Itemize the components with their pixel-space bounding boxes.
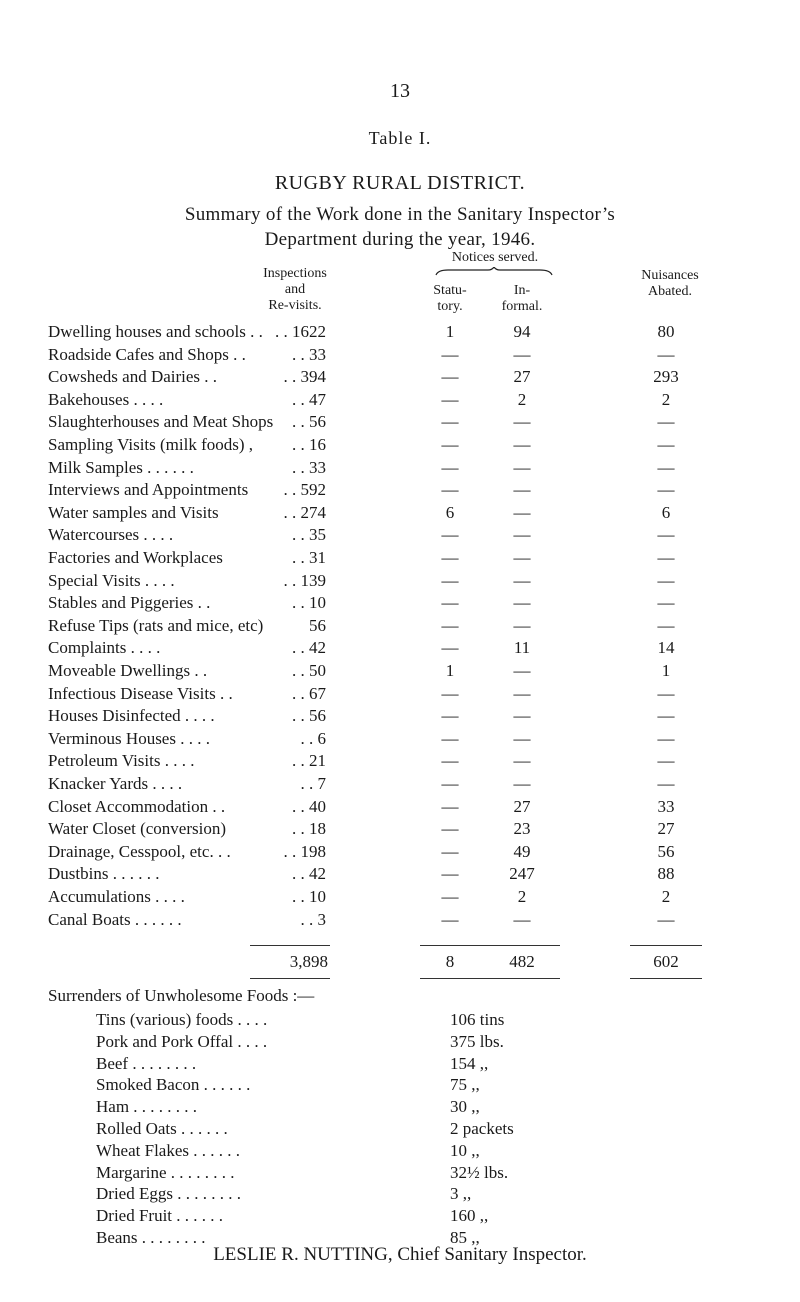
food-row — [0, 1141, 800, 1163]
row-statutory: — — [441, 638, 459, 658]
food-quantity: 154 ,, — [450, 1053, 489, 1073]
row-label: Water Closet (conversion) — [48, 819, 227, 839]
food-quantity: 10 ,, — [450, 1140, 480, 1160]
row-statutory: — — [441, 864, 459, 884]
table-row — [0, 593, 800, 615]
table-row — [0, 819, 800, 841]
header-inspections — [250, 266, 340, 314]
row-informal: — — [513, 525, 531, 545]
row-nuisances: 88 — [657, 864, 675, 884]
row-statutory: — — [441, 344, 459, 364]
row-label: Houses Disinfected . . . . — [48, 706, 215, 726]
food-label: Beef . . . . . . . . — [96, 1053, 197, 1073]
food-label: Dried Fruit . . . . . . — [96, 1206, 224, 1226]
row-label: Petroleum Visits . . . . — [48, 751, 195, 771]
food-row — [0, 1054, 800, 1076]
row-nuisances: — — [657, 412, 675, 432]
total-inspections: 3,898 — [289, 952, 328, 971]
row-nuisances: 80 — [657, 322, 675, 341]
header-statutory — [424, 283, 476, 315]
food-label: Tins (various) foods . . . . — [96, 1010, 268, 1029]
totals-underline-notices — [420, 978, 560, 979]
food-quantity: 160 ,, — [450, 1206, 489, 1226]
row-nuisances: 6 — [661, 502, 671, 522]
table-row — [0, 797, 800, 819]
table-caption: Table I. — [368, 128, 432, 148]
row-label: Watercourses . . . . — [48, 525, 174, 545]
row-inspections: . . 394 — [283, 367, 326, 387]
row-inspections: . . 7 — [300, 774, 326, 793]
header-informal — [490, 283, 554, 315]
food-row — [0, 1119, 800, 1141]
row-label: Interviews and Appointments — [48, 480, 249, 500]
row-nuisances: — — [657, 548, 675, 567]
table-row — [0, 706, 800, 728]
row-statutory: — — [441, 389, 459, 409]
food-row — [0, 1097, 800, 1119]
row-statutory: — — [441, 819, 459, 839]
row-label: Roadside Cafes and Shops . . — [48, 344, 246, 364]
row-informal: — — [513, 706, 531, 726]
row-statutory: — — [441, 412, 459, 432]
row-nuisances: — — [657, 570, 675, 590]
row-statutory: — — [441, 435, 459, 454]
food-quantity: 85 ,, — [450, 1228, 480, 1247]
table-row — [0, 345, 800, 367]
row-nuisances: — — [657, 457, 675, 477]
food-row — [0, 1206, 800, 1228]
row-label: Canal Boats . . . . . . — [48, 909, 182, 929]
row-inspections: . . 3 — [300, 909, 326, 929]
table-row — [0, 458, 800, 480]
row-informal: 23 — [513, 819, 531, 839]
table-row — [0, 367, 800, 389]
table-row — [0, 616, 800, 638]
row-statutory: — — [441, 909, 459, 929]
row-nuisances: 2 — [661, 389, 671, 409]
row-inspections: . . 31 — [292, 548, 326, 567]
row-nuisances: — — [657, 480, 675, 500]
row-nuisances: — — [657, 344, 675, 364]
table-row — [0, 390, 800, 412]
row-informal: — — [513, 344, 531, 364]
row-inspections: . . 56 — [292, 706, 326, 726]
table-row — [0, 548, 800, 570]
row-label: Infectious Disease Visits . . — [48, 683, 233, 703]
row-statutory: — — [441, 570, 459, 590]
header-inspections-line-3: Re-visits. — [268, 298, 322, 313]
row-informal: 49 — [513, 841, 531, 861]
row-nuisances: — — [657, 706, 675, 726]
row-label: Slaughterhouses and Meat Shops — [48, 412, 274, 432]
row-informal: — — [513, 570, 531, 590]
food-label: Margarine . . . . . . . . — [96, 1162, 235, 1182]
row-nuisances: 27 — [657, 819, 675, 839]
row-informal: 11 — [513, 638, 531, 658]
row-label: Sampling Visits (milk foods) , — [48, 435, 254, 454]
row-label: Water samples and Visits — [48, 502, 219, 522]
row-informal: 2 — [517, 887, 527, 906]
signature: LESLIE R. NUTTING, Chief Sanitary Inspector. — [213, 1244, 587, 1265]
row-inspections: . . 198 — [283, 841, 326, 861]
row-label: Dwelling houses and schools . . — [48, 322, 263, 341]
header-nuisances-line-1: Nuisances — [641, 268, 699, 283]
table-row — [0, 842, 800, 864]
row-inspections: . . 16 — [292, 435, 326, 454]
row-nuisances: 56 — [657, 841, 675, 861]
table-row — [0, 503, 800, 525]
table-row — [0, 322, 800, 344]
table-row — [0, 774, 800, 796]
row-nuisances: 1 — [661, 661, 671, 680]
row-informal: — — [513, 683, 531, 703]
row-informal: — — [513, 457, 531, 477]
food-row — [0, 1163, 800, 1185]
row-inspections: . . 33 — [292, 344, 326, 364]
total-statutory: 8 — [445, 952, 455, 971]
row-nuisances: 33 — [657, 796, 675, 816]
row-inspections: . . 10 — [292, 593, 326, 613]
row-nuisances: — — [657, 615, 675, 635]
food-row — [0, 1010, 800, 1032]
row-statutory: — — [441, 887, 459, 906]
header-inspections-line-1: Inspections — [263, 266, 327, 281]
district-title: RUGBY RURAL DISTRICT. — [274, 172, 526, 194]
row-inspections: . . 21 — [292, 751, 326, 771]
row-informal: — — [513, 909, 531, 929]
table-row — [0, 887, 800, 909]
food-quantity: 375 lbs. — [450, 1031, 504, 1051]
row-inspections: 56 — [309, 615, 326, 635]
food-label: Pork and Pork Offal . . . . — [96, 1031, 268, 1051]
food-quantity: 2 packets — [450, 1119, 514, 1138]
row-statutory: — — [441, 457, 459, 477]
row-informal: — — [513, 412, 531, 432]
header-nuisances-line-2: Abated. — [648, 284, 692, 299]
table-row — [0, 751, 800, 773]
header-nuisances — [630, 268, 710, 300]
row-inspections: . . 274 — [283, 502, 326, 522]
summary-title-line-1: Summary of the Work done in the Sanitary Inspector’s — [184, 204, 616, 225]
row-nuisances: — — [657, 435, 675, 454]
header-informal-line-1: In- — [513, 283, 531, 298]
totals-underline-nuisances — [630, 978, 702, 979]
row-label: Knacker Yards . . . . — [48, 774, 183, 793]
row-statutory: — — [441, 593, 459, 613]
food-quantity: 106 tins — [450, 1010, 505, 1029]
row-statutory: — — [441, 774, 459, 793]
row-statutory: — — [441, 728, 459, 748]
summary-title-line-2: Department during the year, 1946. — [264, 229, 536, 250]
row-statutory: — — [441, 751, 459, 771]
row-label: Refuse Tips (rats and mice, etc) — [48, 615, 264, 635]
row-statutory: 6 — [445, 502, 455, 522]
row-inspections: . . 50 — [292, 661, 326, 680]
row-inspections: . . 592 — [283, 480, 326, 500]
totals-rule-notices — [420, 945, 560, 946]
row-nuisances: — — [657, 751, 675, 771]
row-label: Verminous Houses . . . . — [48, 728, 210, 748]
page-number: 13 — [390, 80, 410, 102]
row-informal: 27 — [513, 796, 531, 816]
row-inspections: . . 35 — [292, 525, 326, 545]
row-informal: — — [513, 615, 531, 635]
row-label: Cowsheds and Dairies . . — [48, 367, 218, 387]
row-label: Accumulations . . . . — [48, 887, 185, 906]
row-statutory: — — [441, 480, 459, 500]
row-nuisances: — — [657, 593, 675, 613]
table-row — [0, 910, 800, 932]
row-nuisances: 14 — [657, 638, 675, 658]
row-statutory: — — [441, 367, 459, 387]
food-label: Smoked Bacon . . . . . . — [96, 1075, 251, 1095]
totals-rule-inspections — [250, 945, 330, 946]
food-row — [0, 1032, 800, 1054]
row-informal: 27 — [513, 367, 531, 387]
table-row — [0, 638, 800, 660]
food-row — [0, 1075, 800, 1097]
row-statutory: — — [441, 615, 459, 635]
table-row — [0, 525, 800, 547]
header-notices-served: Notices served. — [451, 250, 539, 265]
row-label: Closet Accommodation . . — [48, 796, 226, 816]
row-informal: — — [513, 480, 531, 500]
row-inspections: . . 1622 — [275, 322, 326, 341]
row-informal: — — [513, 728, 531, 748]
row-label: Drainage, Cesspool, etc. . . — [48, 841, 231, 861]
row-informal: — — [513, 661, 531, 680]
row-nuisances: — — [657, 728, 675, 748]
row-nuisances: 2 — [661, 887, 671, 906]
row-inspections: . . 42 — [292, 864, 326, 884]
row-informal: — — [513, 502, 531, 522]
row-informal: — — [513, 435, 531, 454]
totals-rule-nuisances — [630, 945, 702, 946]
table-row — [0, 864, 800, 886]
row-statutory: — — [441, 706, 459, 726]
surrenders-heading: Surrenders of Unwholesome Foods :— — [48, 986, 315, 1005]
row-statutory: — — [441, 525, 459, 545]
row-label: Bakehouses . . . . — [48, 389, 164, 409]
row-inspections: . . 18 — [292, 819, 326, 839]
row-inspections: . . 6 — [300, 728, 326, 748]
totals-underline-inspections — [250, 978, 330, 979]
food-quantity: 30 ,, — [450, 1097, 480, 1117]
row-inspections: . . 33 — [292, 457, 326, 477]
table-row — [0, 684, 800, 706]
food-quantity: 75 ,, — [450, 1075, 480, 1095]
row-label: Complaints . . . . — [48, 638, 161, 658]
row-informal: — — [513, 774, 531, 793]
row-nuisances: — — [657, 774, 675, 793]
row-informal: — — [513, 751, 531, 771]
row-inspections: . . 42 — [292, 638, 326, 658]
header-statutory-line-2: tory. — [437, 299, 463, 314]
row-inspections: . . 47 — [292, 389, 326, 409]
table-row — [0, 571, 800, 593]
row-informal: 247 — [509, 864, 535, 884]
food-label: Ham . . . . . . . . — [96, 1097, 198, 1117]
header-informal-line-2: formal. — [501, 299, 543, 314]
food-row — [0, 1184, 800, 1206]
row-inspections: . . 40 — [292, 796, 326, 816]
row-statutory: 1 — [445, 322, 455, 341]
row-statutory: — — [441, 683, 459, 703]
row-nuisances: — — [657, 525, 675, 545]
header-statutory-line-1: Statu- — [433, 283, 467, 298]
row-informal: 94 — [513, 322, 531, 341]
row-statutory: — — [441, 796, 459, 816]
food-label: Wheat Flakes . . . . . . — [96, 1140, 240, 1160]
row-label: Factories and Workplaces — [48, 548, 223, 567]
row-label: Stables and Piggeries . . — [48, 593, 211, 613]
table-row — [0, 435, 800, 457]
row-statutory: 1 — [445, 661, 455, 680]
food-quantity: 32½ lbs. — [450, 1162, 509, 1182]
notices-brace — [434, 267, 554, 277]
row-nuisances: — — [657, 909, 675, 929]
row-label: Dustbins . . . . . . — [48, 864, 160, 884]
row-informal: — — [513, 593, 531, 613]
row-informal: 2 — [517, 389, 527, 409]
row-label: Moveable Dwellings . . — [48, 661, 208, 680]
row-inspections: . . 56 — [292, 412, 326, 432]
table-row — [0, 661, 800, 683]
row-label: Special Visits . . . . — [48, 570, 175, 590]
row-informal: — — [513, 548, 531, 567]
food-label: Dried Eggs . . . . . . . . — [96, 1184, 241, 1204]
row-inspections: . . 10 — [292, 887, 326, 906]
header-inspections-line-2: and — [284, 282, 306, 297]
row-inspections: . . 139 — [283, 570, 326, 590]
row-nuisances: — — [657, 683, 675, 703]
total-nuisances: 602 — [653, 952, 679, 971]
food-label: Beans . . . . . . . . — [96, 1228, 206, 1247]
food-label: Rolled Oats . . . . . . — [96, 1119, 228, 1138]
total-informal: 482 — [509, 952, 535, 971]
row-inspections: . . 67 — [292, 683, 326, 703]
table-row — [0, 412, 800, 434]
table-row — [0, 480, 800, 502]
table-row — [0, 729, 800, 751]
row-statutory: — — [441, 548, 459, 567]
food-quantity: 3 ,, — [450, 1184, 472, 1204]
row-nuisances: 293 — [653, 367, 679, 387]
row-statutory: — — [441, 841, 459, 861]
row-label: Milk Samples . . . . . . — [48, 457, 194, 477]
